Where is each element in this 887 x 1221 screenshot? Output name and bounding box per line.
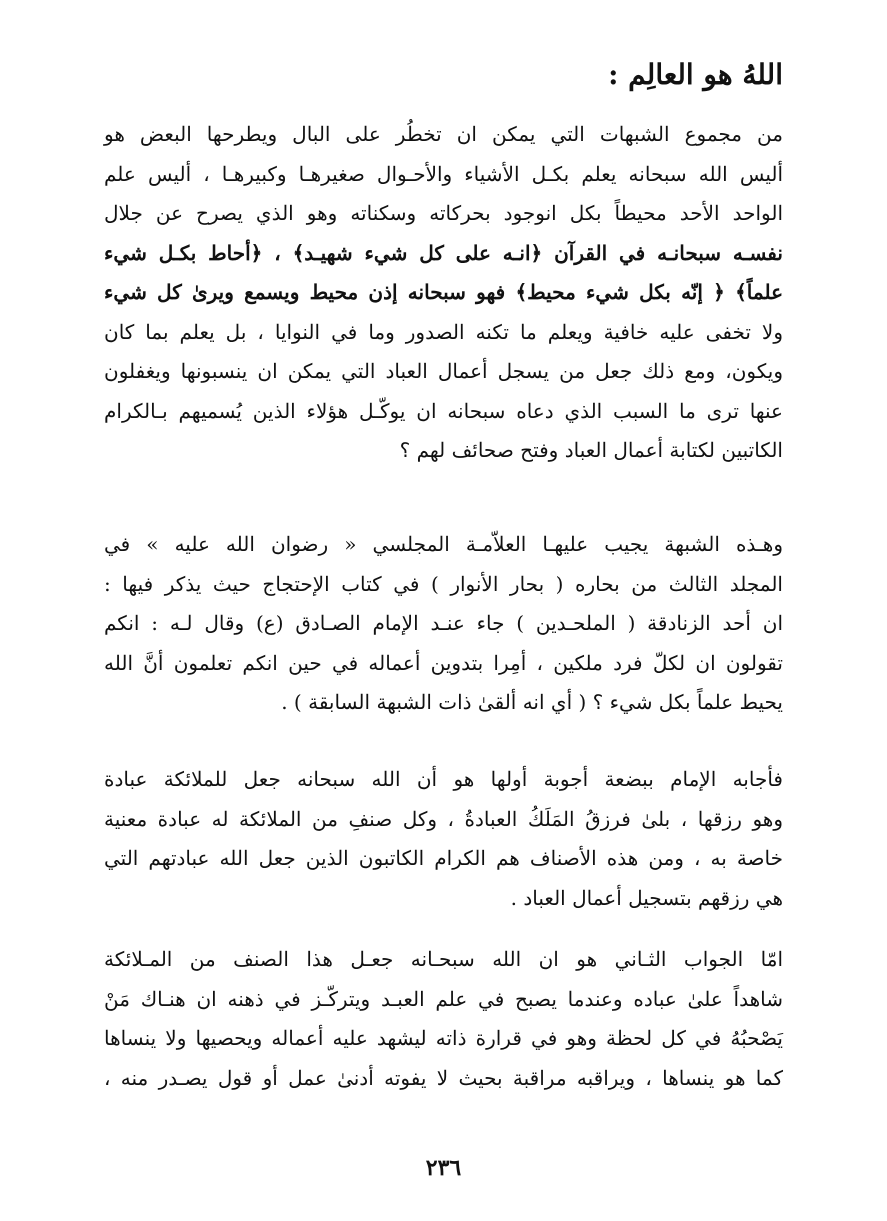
text-line: ويكون، ومع ذلك جعل من يسجل أعمال العباد التي يمكن ان ينسبونها ويغفلون <box>104 359 783 383</box>
section-heading: اللهُ هو العالِم : <box>608 58 783 91</box>
text-line: امّا الجواب الثـاني هو ان الله سبحـانه جعـل هذا الصنف من المـلائكة <box>104 947 783 971</box>
paragraph-1 <box>104 115 783 471</box>
text-line: الكاتبين لكتابة أعمال العباد وفتح صحائف لهم ؟ <box>399 438 783 462</box>
text-line: تقولون ان لكلّ فرد ملكين ، أمِرا بتدوين أعماله في حين انكم تعلمون أنَّ الله <box>104 650 783 675</box>
text-line: عنها ترى ما السبب الذي دعاه سبحانه ان يوكّـل هؤلاء الذين يُسميهم بـالكرام <box>104 398 783 423</box>
text-line: فأجابه الإمام ببضعة أجوبة أولها هو أن الله سبحانه جعل للملائكة عبادة <box>104 767 783 791</box>
text-line: يَصْحبُهُ في كل لحظة وهو في قرارة ذاته ليشهد عليه أعماله ويحصيها ولا ينساها <box>104 1026 783 1050</box>
text-line: نفسـه سبحانـه في القرآن ﴿انـه على كل شيء شهيـد﴾ ، ﴿أحاط بكـل شيء <box>104 240 783 265</box>
text-line: ان أحد الزنادقة ( الملحـدين ) جاء عنـد الإمام الصـادق (ع) وقال لـه : انكم <box>104 611 783 635</box>
text-line: وهو رزقها ، بلىٰ فرزقُ المَلَكُ العبادةُ ، وكل صنفِ من الملائكة له عبادة معنية <box>104 806 783 831</box>
text-line: خاصة به ، ومن هذه الأصناف هم الكرام الكاتبون الذين جعل الله عبادتهم التي <box>104 846 783 870</box>
paragraph-2 <box>104 525 783 723</box>
paragraph-3 <box>104 760 783 918</box>
paragraph-4 <box>104 940 783 1098</box>
text-line: الواحد الأحد محيطاً بكل انوجود بحركاته وسكناته وهو الذي يصرح عن جلال <box>104 201 783 225</box>
text-line: يحيط علماً بكل شيء ؟ ( أي انه ألقىٰ ذات الشبهة السابقة ) . <box>281 690 783 714</box>
text-line: المجلد الثالث من بحاره ( بحار الأنوار ) في كتاب الإحتجاج حيث يذكر فيها : <box>104 571 783 596</box>
text-line: أليس الله سبحانه يعلم بكـل الأشياء والأحـوال صغيرهـا وكبيرهـا ، أليس علم <box>104 161 783 186</box>
text-line: ولا تخفى عليه خافية ويعلم ما تكنه الصدور وما في النوايا ، بل يعلم بما كان <box>104 319 783 344</box>
page-number: ٢٣٦ <box>425 1155 462 1181</box>
text-line: شاهداً علىٰ عباده وعندما يصبح في علم العبـد ويتركّـز في ذهنه ان هنـاك مَنْ <box>104 986 783 1011</box>
text-line: كما هو ينساها ، ويراقبه مراقبة بحيث لا يفوته أدنىٰ عمل أو قول يصـدر منه ، <box>104 1065 783 1090</box>
text-line: هي رزقهم بتسجيل أعمال العباد . <box>510 885 783 910</box>
text-line: علماً﴾ ﴿ إنّه بكل شيء محيط﴾ فهو سبحانه إذن محيط ويسمع ويرىٰ كل شيء <box>104 280 784 304</box>
text-line: من مجموع الشبهات التي يمكن ان تخطُر على البال ويطرحها البعض هو <box>104 122 783 146</box>
text-line: وهـذه الشبهة يجيب عليهـا العلاّمـة المجلسي « رضوان الله عليه » في <box>104 532 783 556</box>
